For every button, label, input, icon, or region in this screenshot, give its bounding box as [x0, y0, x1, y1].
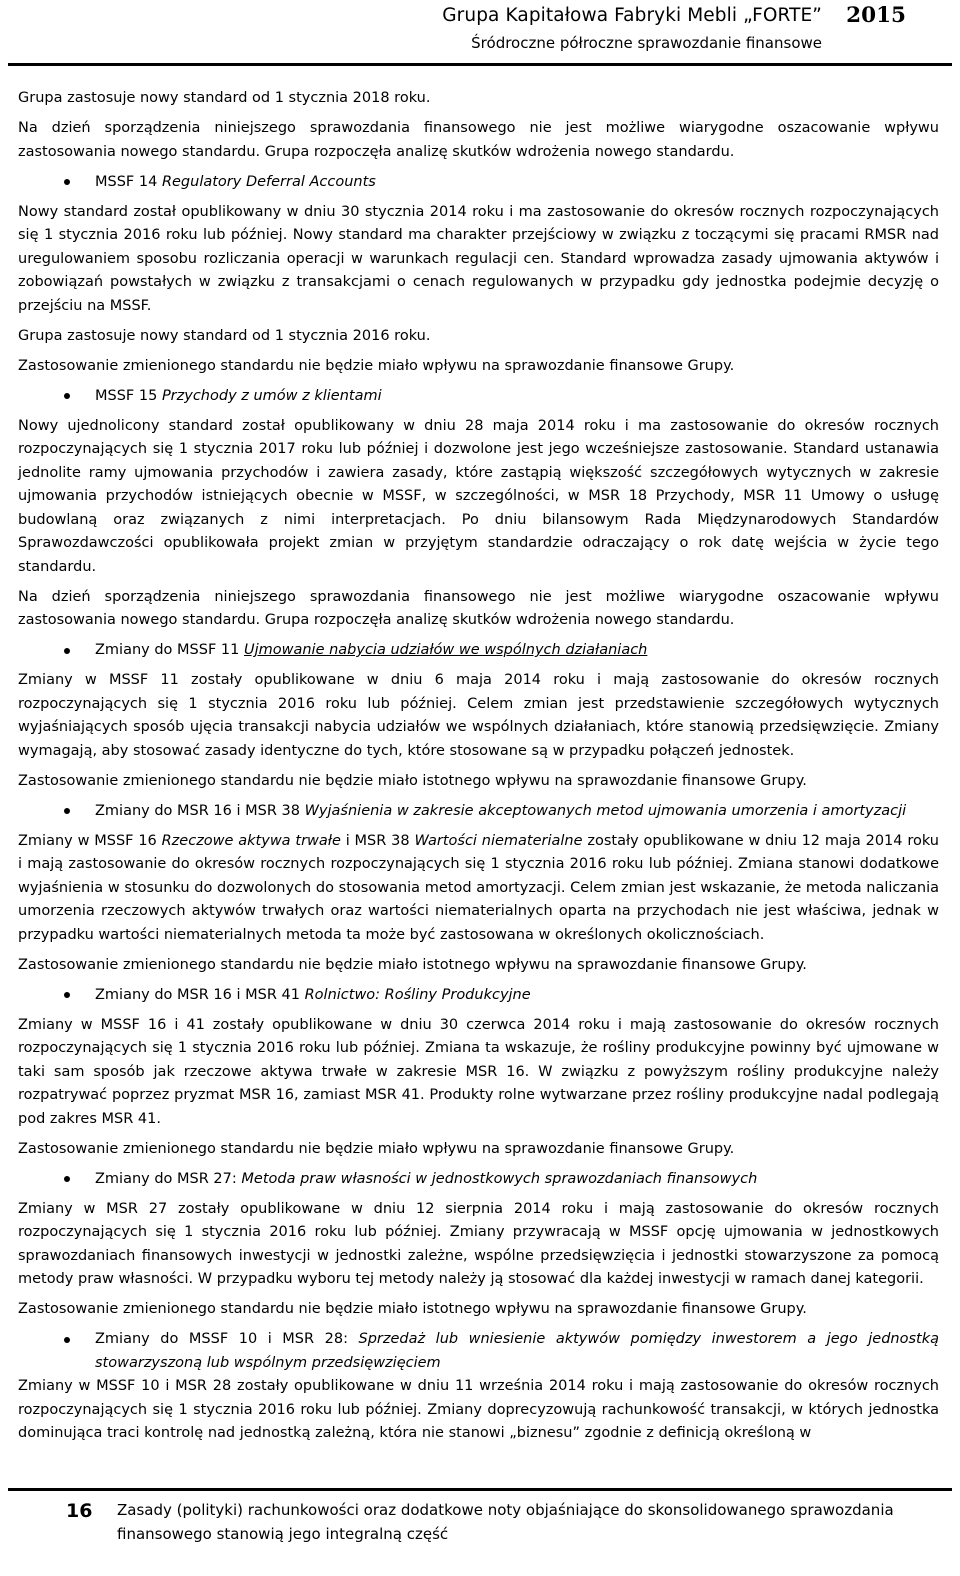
- item-prefix: MSSF 15: [95, 387, 162, 404]
- paragraph: Na dzień sporządzenia niniejszego sprawozdania finansowego nie jest możliwe wiarygodne oszacowanie wpływu zastosowania nowego standardu. Grupa rozpoczęła analizę skutków wdrożenia nowego standardu.: [18, 588, 939, 628]
- item-prefix: Zmiany do MSR 27:: [95, 1170, 242, 1187]
- standard-title: Wartości niematerialne: [414, 832, 583, 849]
- paragraph: Zastosowanie zmienionego standardu nie będzie miało istotnego wpływu na sprawozdanie finansowe Grupy.: [18, 772, 807, 789]
- paragraph: Zmiany w MSR 27 zostały opublikowane w dniu 12 sierpnia 2014 roku i mają zastosowanie do okresów rocznych rozpoczynających się 1 stycznia 2016 roku lub później. Zmiany przywracają w MSSF opcję ujmowania w jednostkowych sprawozdaniach finansowych inwestycji w jednostki zależne, wspólne przedsięwzięcia i jednostki stowarzyszone za pomocą metody praw własności. W przypadku wyboru tej metody należy ją stosować dla każdej inwestycji w ramach danej kategorii.: [18, 1200, 939, 1287]
- paragraph: Zmiany w MSSF 10 i MSR 28 zostały opublikowane w dniu 11 września 2014 roku i mają zastosowanie do okresów rocznych rozpoczynających się 1 stycznia 2016 roku lub później. Zmiany doprecyzowują rachunkowość transakcji, w których jednostka dominująca traci kontrolę nad jednostką zależną, która nie stanowi „biznesu” zgodnie z definicją określoną w: [18, 1378, 939, 1441]
- page-footer: [0, 1488, 960, 1576]
- text-run: zostały opublikowane w dniu 12 maja 2014 roku i mają zastosowanie do okresów rocznych rozpoczynających się 1 stycznia 2016 roku lub później. Zmiana stanowi dodatkowe wyjaśnienia w stosunku do dozwolonych do stosowania metod amortyzacji. Celem zmian jest wskazanie, że metoda naliczania umorzenia rzeczowych aktywów trwałych oraz wartości niematerialnych oparta na przychodach nie jest właściwa, jednak w przypadku wartości niematerialnych metoda ta może być zastosowana w określonych okolicznościach.: [18, 832, 939, 943]
- paragraph: Zastosowanie zmienionego standardu nie będzie miało istotnego wpływu na sprawozdanie finansowe Grupy.: [18, 1301, 807, 1317]
- list-item-mssf14: [18, 171, 939, 195]
- paragraph: Grupa zastosuje nowy standard od 1 stycznia 2018 roku.: [18, 90, 431, 106]
- item-title: Regulatory Deferral Accounts: [161, 173, 376, 190]
- document-body: [18, 87, 939, 1452]
- header-rule: [8, 63, 952, 66]
- item-prefix: Zmiany do MSSF 10 i MSR 28:: [95, 1331, 359, 1347]
- paragraph: Zastosowanie zmienionego standardu nie będzie miało wpływu na sprawozdanie finansowe Grupy.: [18, 357, 735, 374]
- footer-rule: [8, 1488, 952, 1491]
- report-subtitle: Śródroczne półroczne sprawozdanie finansowe: [471, 34, 822, 52]
- item-prefix: Zmiany do MSSF 11: [95, 642, 244, 658]
- report-year: 2015: [846, 3, 906, 28]
- paragraph: Nowy ujednolicony standard został opublikowany w dniu 28 maja 2014 roku i ma zastosowanie do okresów rocznych rozpoczynających się 1 stycznia 2017 roku lub później i dozwolone jest jego wcześniejsze zastosowanie. Standard ustanawia jednolite ramy ujmowania przychodów i zawiera zasady, które zastąpią większość szczegółowych wytycznych w zakresie ujmowania przychodów istniejących obecnie w MSSF, w szczególności, w MSR 18 Przychody, MSR 11 Umowy o usługę budowlaną oraz związanych z nimi interpretacjach. Po dniu bilansowym Rada Międzynarodowych Standardów Sprawozdawczości opublikowała projekt zmian w przyjętym standardzie odraczający o rok datę wejścia w życie tego standardu.: [18, 417, 939, 575]
- text-run: i MSR 38: [340, 832, 415, 849]
- list-item-msr16-msr38: [18, 800, 939, 824]
- company-name: Grupa Kapitałowa Fabryki Mebli „FORTE”: [442, 5, 822, 26]
- page-number: 16: [66, 1500, 93, 1522]
- paragraph: [18, 830, 939, 948]
- paragraph: Zastosowanie zmienionego standardu nie będzie miało istotnego wpływu na sprawozdanie finansowe Grupy.: [18, 956, 807, 973]
- bullet-icon: [64, 992, 70, 998]
- paragraph: Grupa zastosuje nowy standard od 1 stycznia 2016 roku.: [18, 327, 431, 344]
- list-item-msr27: [18, 1168, 939, 1192]
- list-item-mssf11: [18, 639, 939, 663]
- paragraph: Zastosowanie zmienionego standardu nie będzie miało wpływu na sprawozdanie finansowe Grupy.: [18, 1140, 735, 1157]
- bullet-icon: [64, 1176, 70, 1182]
- list-item-mssf15: [18, 385, 939, 409]
- item-prefix: Zmiany do MSR 16 i MSR 41: [95, 986, 305, 1003]
- item-title: Ujmowanie nabycia udziałów we wspólnych działaniach: [243, 642, 648, 658]
- item-title: Sprzedaż lub wniesienie aktywów pomiędzy inwestorem a jego jednostką stowarzyszoną lub wspólnym przedsięwzięciem: [95, 1331, 939, 1371]
- item-title: Przychody z umów z klientami: [161, 387, 382, 404]
- paragraph: Zmiany w MSSF 16 i 41 zostały opublikowane w dniu 30 czerwca 2014 roku i mają zastosowanie do okresów rocznych rozpoczynających się 1 stycznia 2016 roku lub później. Zmiana ta wskazuje, że rośliny produkcyjne powinny być ujmowane w taki sam sposób jak rzeczowe aktywa trwałe w zakresie MSR 16. W związku z powyższym rośliny produkcyjne należy rozpatrywać poprzez pryzmat MSR 16, zamiast MSR 41. Produkty rolne wytwarzane przez rośliny produkcyjne nadal podlegają pod zakres MSR 41.: [18, 1016, 939, 1127]
- standard-title: Rzeczowe aktywa trwałe: [161, 832, 341, 849]
- page-header: [0, 0, 960, 64]
- item-prefix: Zmiany do MSR 16 i MSR 38: [95, 802, 305, 819]
- paragraph: Zmiany w MSSF 11 zostały opublikowane w dniu 6 maja 2014 roku i mają zastosowanie do okresów rocznych rozpoczynających się 1 stycznia 2016 roku lub później. Celem zmian jest przedstawienie szczegółowych wytycznych wyjaśniających sposób ujęcia transakcji nabycia udziałów we wspólnych działaniach, które stanowią przedsięwzięcie. Zmiany wymagają, aby stosować zasady identyczne do tych, które stosowane są w przypadku połączeń jednostek.: [18, 672, 939, 759]
- item-title: Metoda praw własności w jednostkowych sprawozdaniach finansowych: [241, 1170, 758, 1187]
- item-prefix: MSSF 14: [95, 173, 162, 190]
- bullet-icon: [64, 648, 70, 654]
- footer-note: Zasady (polityki) rachunkowości oraz dodatkowe noty objaśniające do skonsolidowanego sprawozdania finansowego stanowią jego integralną część: [117, 1501, 894, 1543]
- paragraph: Nowy standard został opublikowany w dniu 30 stycznia 2014 roku i ma zastosowanie do okresów rocznych rozpoczynających się 1 stycznia 2016 roku lub później. Nowy standard ma charakter przejściowy w związku z toczącymi się pracami RMSR nad uregulowaniem sposobu rozliczania operacji w warunkach regulacji cen. Standard wprowadza zasady ujmowania aktywów i zobowiązań powstałych w związku z transakcjami o cenach regulowanych w przypadku gdy jednostka podejmie decyzję o przejściu na MSSF.: [18, 203, 939, 314]
- item-title: Wyjaśnienia w zakresie akceptowanych metod ujmowania umorzenia i amortyzacji: [304, 802, 907, 819]
- bullet-icon: [64, 179, 70, 185]
- bullet-icon: [64, 1337, 70, 1343]
- paragraph: Na dzień sporządzenia niniejszego sprawozdania finansowego nie jest możliwe wiarygodne oszacowanie wpływu zastosowania nowego standardu. Grupa rozpoczęła analizę skutków wdrożenia nowego standardu.: [18, 120, 939, 160]
- list-item-mssf10-msr28: [18, 1328, 939, 1375]
- bullet-icon: [64, 393, 70, 399]
- text-run: Zmiany w MSSF 16: [18, 832, 162, 849]
- bullet-icon: [64, 808, 70, 814]
- list-item-msr16-msr41: [18, 984, 939, 1008]
- item-title: Rolnictwo: Rośliny Produkcyjne: [304, 986, 531, 1003]
